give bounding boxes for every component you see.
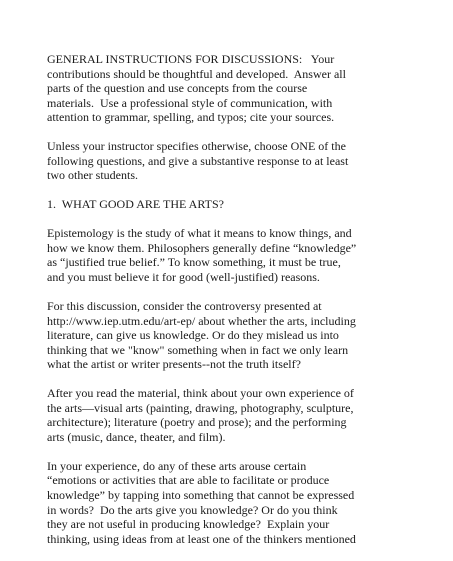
text-line: 1. WHAT GOOD ARE THE ARTS? — [47, 197, 224, 212]
text-line: what the artist or writer presents--not the truth itself? — [47, 357, 301, 372]
question-heading — [47, 197, 447, 212]
text-line: After you read the material, think about your own experience of — [47, 386, 354, 401]
text-line: Epistemology is the study of what it means to know things, and — [47, 226, 352, 241]
epistemology-paragraph — [47, 226, 447, 284]
text-line: Unless your instructor specifies otherwise, choose ONE of the — [47, 139, 346, 154]
text-line: For this discussion, consider the controversy presented at — [47, 298, 322, 313]
text-line: http://www.iep.utm.edu/art-ep/ about whether the arts, including — [47, 313, 356, 328]
text-line: two other students. — [47, 168, 138, 183]
controversy-paragraph — [47, 299, 447, 372]
text-line: and you must believe it for good (well-justified) reasons. — [47, 270, 320, 285]
text-line: architecture); literature (poetry and prose); and the performing — [47, 415, 347, 430]
text-line: GENERAL INSTRUCTIONS FOR DISCUSSIONS: Your — [47, 52, 335, 66]
text-line: in words? Do the arts give you knowledge? Or do you think — [47, 502, 338, 517]
text-line: “emotions or activities that are able to facilitate or produce — [47, 473, 330, 488]
text-line: how we know them. Philosophers generally define “knowledge” — [47, 240, 357, 255]
text-line: following questions, and give a substantive response to at least — [47, 153, 349, 168]
text-line: arts (music, dance, theater, and film). — [47, 429, 226, 444]
text-line: as “justified true belief.” To know something, it must be true, — [47, 255, 341, 270]
text-line: thinking, using ideas from at least one of the thinkers mentioned — [47, 531, 356, 546]
instructor-note-paragraph — [47, 139, 447, 183]
text-line: In your experience, do any of these arts arouse certain — [47, 458, 307, 473]
text-line: contributions should be thoughtful and developed. Answer all — [47, 66, 346, 81]
text-line: thinking that we "know" something when in fact we only learn — [47, 342, 349, 357]
text-line: materials. Use a professional style of communication, with — [47, 95, 333, 110]
reflection-paragraph — [47, 459, 447, 547]
experience-paragraph — [47, 386, 447, 444]
text-line: knowledge” by tapping into something that cannot be expressed — [47, 488, 355, 503]
general-instructions-paragraph — [47, 52, 447, 125]
document-body — [47, 52, 447, 561]
text-line: attention to grammar, spelling, and typos; cite your sources. — [47, 110, 335, 125]
text-line: they are not useful in producing knowledge? Explain your — [47, 517, 330, 532]
text-line: parts of the question and use concepts from the course — [47, 81, 308, 96]
text-line: the arts—visual arts (painting, drawing, photography, sculpture, — [47, 400, 354, 415]
text-line: literature, can give us knowledge. Or do they mislead us into — [47, 328, 339, 343]
